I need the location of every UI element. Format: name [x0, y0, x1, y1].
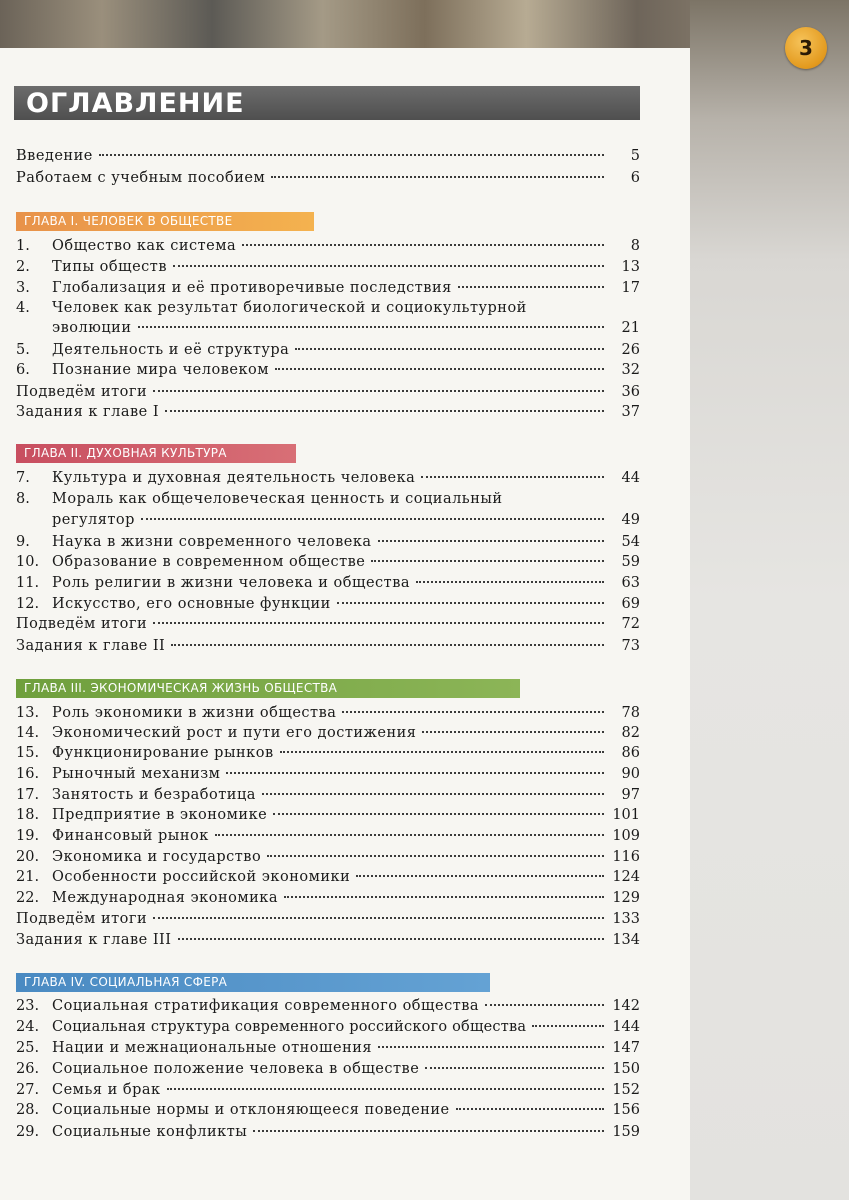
- leader-dots: [456, 1108, 604, 1110]
- toc-row-working-with-manual[interactable]: [16, 170, 640, 192]
- chapter-heading-2: ГЛАВА II. ДУХОВНАЯ КУЛЬТУРА: [16, 444, 296, 463]
- leader-dots: [267, 855, 604, 857]
- toc-label: Экономический рост и пути его достижения: [52, 725, 417, 741]
- toc-page: 36: [621, 384, 640, 400]
- toc-page: 37: [621, 404, 640, 420]
- leader-dots: [99, 154, 604, 156]
- toc-row[interactable]: [16, 705, 640, 727]
- toc-row[interactable]: [16, 259, 640, 281]
- leader-dots: [337, 602, 604, 604]
- toc-label: Занятость и безработица: [52, 787, 256, 803]
- leader-dots: [153, 622, 604, 624]
- toc-label: Подведём итоги: [16, 616, 148, 632]
- chapter-heading-3: ГЛАВА III. ЭКОНОМИЧЕСКАЯ ЖИЗНЬ ОБЩЕСТВА: [16, 679, 520, 698]
- leader-dots: [422, 731, 604, 733]
- toc-page: 32: [621, 362, 640, 378]
- toc-page: 26: [621, 342, 640, 358]
- leader-dots: [371, 560, 604, 562]
- leader-dots: [226, 772, 604, 774]
- toc-page: 69: [621, 596, 640, 612]
- leader-dots: [378, 540, 604, 542]
- toc-row-tasks[interactable]: [16, 404, 640, 426]
- toc-label: Культура и духовная деятельность человека: [52, 470, 416, 486]
- toc-label: Рыночный механизм: [52, 766, 221, 782]
- toc-page: 159: [612, 1124, 640, 1140]
- leader-dots: [167, 1088, 604, 1090]
- toc-number: 25.: [16, 1040, 40, 1056]
- toc-number: 15.: [16, 745, 40, 761]
- toc-page: 134: [612, 932, 640, 948]
- leader-dots: [242, 244, 604, 246]
- toc-number: 8.: [16, 491, 30, 507]
- toc-row[interactable]: [16, 725, 640, 747]
- toc-number: 10.: [16, 554, 40, 570]
- toc-label: Познание мира человеком: [52, 362, 270, 378]
- toc-label: Функционирование рынков: [52, 745, 274, 761]
- toc-page: 21: [621, 320, 640, 336]
- toc-page: 97: [621, 787, 640, 803]
- toc-row[interactable]: [16, 342, 640, 364]
- toc-number: 23.: [16, 998, 40, 1014]
- toc-page: 78: [621, 705, 640, 721]
- toc-row[interactable]: [16, 575, 640, 597]
- toc-page: 147: [612, 1040, 640, 1056]
- leader-dots: [342, 711, 604, 713]
- leader-dots: [262, 793, 604, 795]
- toc-row[interactable]: [16, 238, 640, 260]
- toc-page: 6: [630, 170, 640, 186]
- toc-row[interactable]: [16, 534, 640, 556]
- toc-row-tasks[interactable]: [16, 638, 640, 660]
- toc-number: 3.: [16, 280, 30, 296]
- leader-dots: [416, 581, 604, 583]
- toc-page: 82: [621, 725, 640, 741]
- toc-row-tasks[interactable]: [16, 932, 640, 954]
- toc-page: 101: [612, 807, 640, 823]
- toc-row[interactable]: [16, 491, 640, 513]
- toc-label: Социальные нормы и отклоняющееся поведение: [52, 1102, 450, 1118]
- toc-number: 27.: [16, 1082, 40, 1098]
- toc-label: Социальные конфликты: [52, 1124, 248, 1140]
- toc-number: 17.: [16, 787, 40, 803]
- toc-page: 156: [612, 1102, 640, 1118]
- toc-label: Социальная стратификация современного общества: [52, 998, 480, 1014]
- toc-row[interactable]: [16, 890, 640, 912]
- toc-label: Задания к главе III: [16, 932, 172, 948]
- toc-label: Нации и межнациональные отношения: [52, 1040, 373, 1056]
- toc-number: 22.: [16, 890, 40, 906]
- toc-row[interactable]: [16, 745, 640, 767]
- toc-row[interactable]: [16, 1019, 640, 1041]
- leader-dots: [532, 1025, 604, 1027]
- toc-label: Искусство, его основные функции: [52, 596, 331, 612]
- toc-number: 24.: [16, 1019, 40, 1035]
- toc-label: Семья и брак: [52, 1082, 161, 1098]
- toc-row[interactable]: [16, 828, 640, 850]
- toc-row[interactable]: [16, 1040, 640, 1062]
- leader-dots: [178, 938, 605, 940]
- toc-page: 73: [621, 638, 640, 654]
- toc-row[interactable]: [16, 1102, 640, 1124]
- toc-row-continuation[interactable]: [16, 320, 640, 342]
- leader-dots: [153, 917, 604, 919]
- toc-row-summary[interactable]: [16, 911, 640, 933]
- toc-label: Экономика и государство: [52, 849, 262, 865]
- toc-row[interactable]: [16, 869, 640, 891]
- leader-dots: [356, 875, 604, 877]
- toc-label: Роль экономики в жизни общества: [52, 705, 337, 721]
- toc-page: 90: [621, 766, 640, 782]
- leader-dots: [295, 348, 604, 350]
- leader-dots: [275, 368, 604, 370]
- toc-row-continuation[interactable]: [16, 512, 640, 534]
- toc-label: Человек как результат биологической и социокультурной: [52, 300, 527, 316]
- toc-number: 11.: [16, 575, 40, 591]
- toc-row[interactable]: [16, 1124, 640, 1146]
- toc-number: 5.: [16, 342, 30, 358]
- toc-label: Особенности российской экономики: [52, 869, 351, 885]
- toc-row[interactable]: [16, 787, 640, 809]
- toc-label: Общество как система: [52, 238, 237, 254]
- toc-label: Деятельность и её структура: [52, 342, 290, 358]
- leader-dots: [153, 390, 604, 392]
- toc-page: 86: [621, 745, 640, 761]
- toc-page: 142: [612, 998, 640, 1014]
- toc-number: 18.: [16, 807, 40, 823]
- toc-label: Наука в жизни современного человека: [52, 534, 372, 550]
- toc-page: 124: [612, 869, 640, 885]
- toc-page: 63: [621, 575, 640, 591]
- toc-row[interactable]: [16, 470, 640, 492]
- toc-row[interactable]: [16, 766, 640, 788]
- toc-page: 116: [612, 849, 640, 865]
- toc-number: 19.: [16, 828, 40, 844]
- leader-dots: [138, 326, 604, 328]
- toc-number: 26.: [16, 1061, 40, 1077]
- toc-number: 13.: [16, 705, 40, 721]
- chapter-heading-4: ГЛАВА IV. СОЦИАЛЬНАЯ СФЕРА: [16, 973, 490, 992]
- toc-label: Социальное положение человека в обществе: [52, 1061, 420, 1077]
- toc-row-summary[interactable]: [16, 616, 640, 638]
- leader-dots: [271, 176, 604, 178]
- toc-number: 6.: [16, 362, 30, 378]
- toc-number: 21.: [16, 869, 40, 885]
- toc-row[interactable]: [16, 998, 640, 1020]
- toc-label: регулятор: [52, 512, 135, 528]
- leader-dots: [253, 1130, 604, 1132]
- toc-page: 44: [621, 470, 640, 486]
- toc-number: 14.: [16, 725, 40, 741]
- leader-dots: [273, 813, 604, 815]
- toc-page: 59: [621, 554, 640, 570]
- toc-label: Роль религии в жизни человека и общества: [52, 575, 411, 591]
- toc-page: 54: [621, 534, 640, 550]
- toc-row[interactable]: [16, 807, 640, 829]
- leader-dots: [141, 518, 604, 520]
- toc-label: Мораль как общечеловеческая ценность и социальный: [52, 491, 503, 507]
- toc-label: Предприятие в экономике: [52, 807, 268, 823]
- toc-row[interactable]: [16, 849, 640, 871]
- toc-row[interactable]: [16, 300, 640, 322]
- leader-dots: [458, 286, 604, 288]
- leader-dots: [165, 410, 604, 412]
- toc-page: 152: [612, 1082, 640, 1098]
- toc-label: Международная экономика: [52, 890, 278, 906]
- toc-label: Социальная структура современного российского общества: [52, 1019, 527, 1035]
- leader-dots: [173, 265, 604, 267]
- toc-page: 109: [612, 828, 640, 844]
- toc-label: Введение: [16, 148, 93, 164]
- toc-number: 1.: [16, 238, 30, 254]
- toc-number: 12.: [16, 596, 40, 612]
- leader-dots: [215, 834, 604, 836]
- toc-page: 133: [612, 911, 640, 927]
- toc-page: 5: [630, 148, 640, 164]
- toc-row[interactable]: [16, 596, 640, 618]
- toc-page: 72: [621, 616, 640, 632]
- toc-number: 16.: [16, 766, 40, 782]
- toc-row[interactable]: [16, 554, 640, 576]
- leader-dots: [378, 1046, 604, 1048]
- toc-row-summary[interactable]: [16, 384, 640, 406]
- leader-dots: [171, 644, 604, 646]
- toc-page: 13: [621, 259, 640, 275]
- toc-label: Подведём итоги: [16, 911, 148, 927]
- toc-label: Глобализация и её противоречивые последствия: [52, 280, 452, 296]
- toc-page: 8: [630, 238, 640, 254]
- toc-label: Типы обществ: [52, 259, 167, 275]
- leader-dots: [425, 1067, 604, 1069]
- leader-dots: [284, 896, 604, 898]
- facing-page-shadow: [690, 0, 849, 1200]
- toc-page: 150: [612, 1061, 640, 1077]
- toc-row[interactable]: [16, 1082, 640, 1104]
- leader-dots: [280, 751, 604, 753]
- leader-dots: [421, 476, 604, 478]
- toc-number: 7.: [16, 470, 30, 486]
- toc-number: 2.: [16, 259, 30, 275]
- chapter-heading-1: ГЛАВА I. ЧЕЛОВЕК В ОБЩЕСТВЕ: [16, 212, 314, 231]
- toc-page: 17: [621, 280, 640, 296]
- toc-page: 129: [612, 890, 640, 906]
- toc-label: Образование в современном обществе: [52, 554, 366, 570]
- toc-row[interactable]: [16, 280, 640, 302]
- toc-row[interactable]: [16, 362, 640, 384]
- toc-number: 28.: [16, 1102, 40, 1118]
- toc-label: Работаем с учебным пособием: [16, 170, 266, 186]
- toc-number: 9.: [16, 534, 30, 550]
- toc-label: Подведём итоги: [16, 384, 148, 400]
- toc-row-introduction[interactable]: [16, 148, 640, 170]
- toc-number: 4.: [16, 300, 30, 316]
- toc-number: 20.: [16, 849, 40, 865]
- page-title: ОГЛАВЛЕНИЕ: [26, 88, 245, 119]
- toc-row[interactable]: [16, 1061, 640, 1083]
- toc-label: эволюции: [52, 320, 132, 336]
- page-number-badge: 3: [785, 27, 827, 69]
- leader-dots: [485, 1004, 604, 1006]
- toc-page: 144: [612, 1019, 640, 1035]
- toc-label: Задания к главе I: [16, 404, 160, 420]
- toc-label: Задания к главе II: [16, 638, 166, 654]
- toc-page: 49: [621, 512, 640, 528]
- toc-label: Финансовый рынок: [52, 828, 209, 844]
- toc-number: 29.: [16, 1124, 40, 1140]
